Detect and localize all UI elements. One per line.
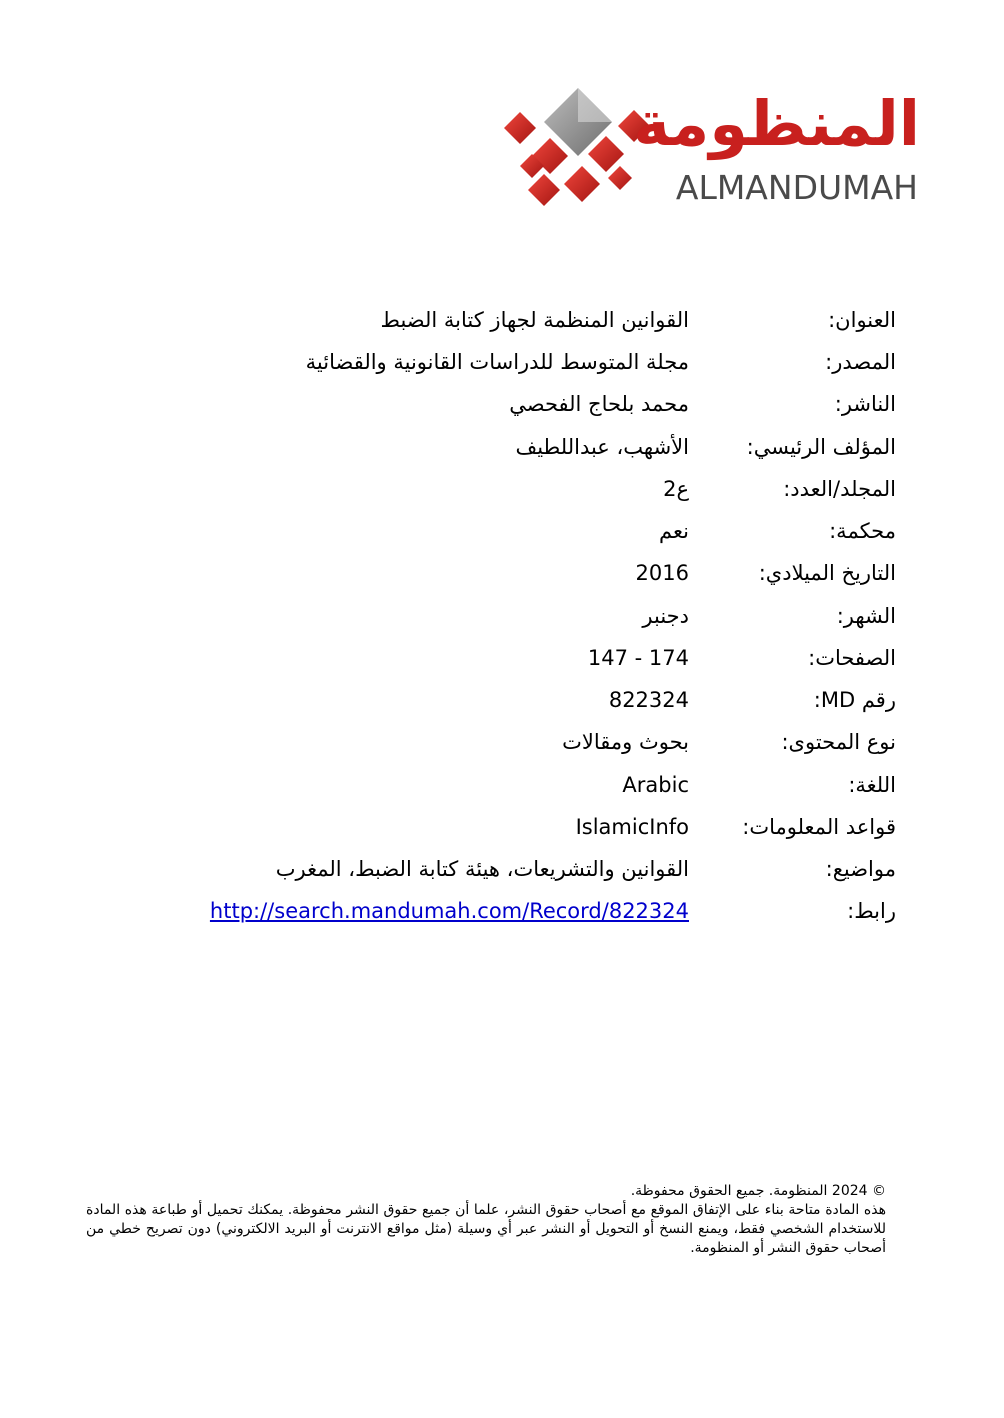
meta-value: الأشهب، عبداللطيف (515, 435, 689, 459)
meta-value: القوانين المنظمة لجهاز كتابة الضبط (380, 308, 689, 332)
meta-row-md-number (0, 688, 1004, 728)
copyright-footer (86, 1182, 886, 1258)
meta-value: القوانين والتشريعات، هيئة كتابة الضبط، المغرب (275, 857, 689, 881)
meta-label: محكمة: (829, 519, 896, 543)
meta-label: رقم MD: (813, 688, 896, 712)
meta-row-source (0, 350, 1004, 390)
meta-value: 2016 (635, 561, 689, 585)
copyright-notice: هذه المادة متاحة بناء على الإتفاق الموقع مع أصحاب حقوق النشر، علما أن جميع حقوق النشر محفوظة. يمكنك تحميل أو طباعة هذه المادة للاستخدام الشخصي فقط، ويمنع النسخ أو التحويل أو النشر عبر أي وسيلة (مثل مواقع الانترنت أو البريد الالكتروني) دون تصريح خطي من أصحاب حقوق النشر أو المنظومة. (86, 1202, 886, 1256)
meta-label: نوع المحتوى: (781, 730, 896, 754)
meta-row-title (0, 308, 1004, 348)
meta-label: العنوان: (828, 308, 896, 332)
meta-label: الشهر: (836, 604, 896, 628)
meta-label: المؤلف الرئيسي: (746, 435, 896, 459)
meta-label: التاريخ الميلادي: (758, 561, 896, 585)
meta-row-content-type (0, 730, 1004, 770)
meta-label: رابط: (847, 899, 896, 923)
meta-value: محمد بلحاج الفحصي (509, 392, 689, 416)
meta-label: اللغة: (848, 773, 896, 797)
meta-value: ع2 (663, 477, 689, 501)
meta-label: الصفحات: (808, 646, 896, 670)
meta-row-volume (0, 477, 1004, 517)
meta-label: قواعد المعلومات: (742, 815, 896, 839)
logo-arabic-wordmark: المنظومة (633, 87, 920, 160)
meta-row-databases (0, 815, 1004, 855)
meta-value: مجلة المتوسط للدراسات القانونية والقضائية (305, 350, 689, 374)
meta-label: مواضيع: (825, 857, 896, 881)
record-link[interactable]: http://search.mandumah.com/Record/822324 (209, 899, 689, 923)
meta-row-author (0, 435, 1004, 475)
meta-value: نعم (659, 519, 689, 543)
meta-row-year (0, 561, 1004, 601)
logo-english-wordmark: ALMANDUMAH (675, 168, 918, 207)
meta-value: بحوث ومقالات (562, 730, 689, 754)
copyright-line: © 2024 المنظومة. جميع الحقوق محفوظة. (630, 1183, 886, 1199)
meta-row-publisher (0, 392, 1004, 432)
meta-label: المجلد/العدد: (783, 477, 896, 501)
almandumah-logo (500, 82, 920, 222)
meta-row-pages (0, 646, 1004, 686)
meta-label: الناشر: (834, 392, 896, 416)
meta-value: دجنبر (642, 604, 689, 628)
meta-label: المصدر: (825, 350, 896, 374)
meta-row-link (0, 899, 1004, 939)
meta-value: 147 - 174 (587, 646, 689, 670)
meta-value: IslamicInfo (575, 815, 689, 839)
meta-row-language (0, 773, 1004, 813)
meta-value: Arabic (622, 773, 689, 797)
meta-row-subjects (0, 857, 1004, 897)
meta-value (210, 899, 689, 923)
meta-value: 822324 (608, 688, 689, 712)
meta-row-month (0, 604, 1004, 644)
meta-row-peer-reviewed (0, 519, 1004, 559)
